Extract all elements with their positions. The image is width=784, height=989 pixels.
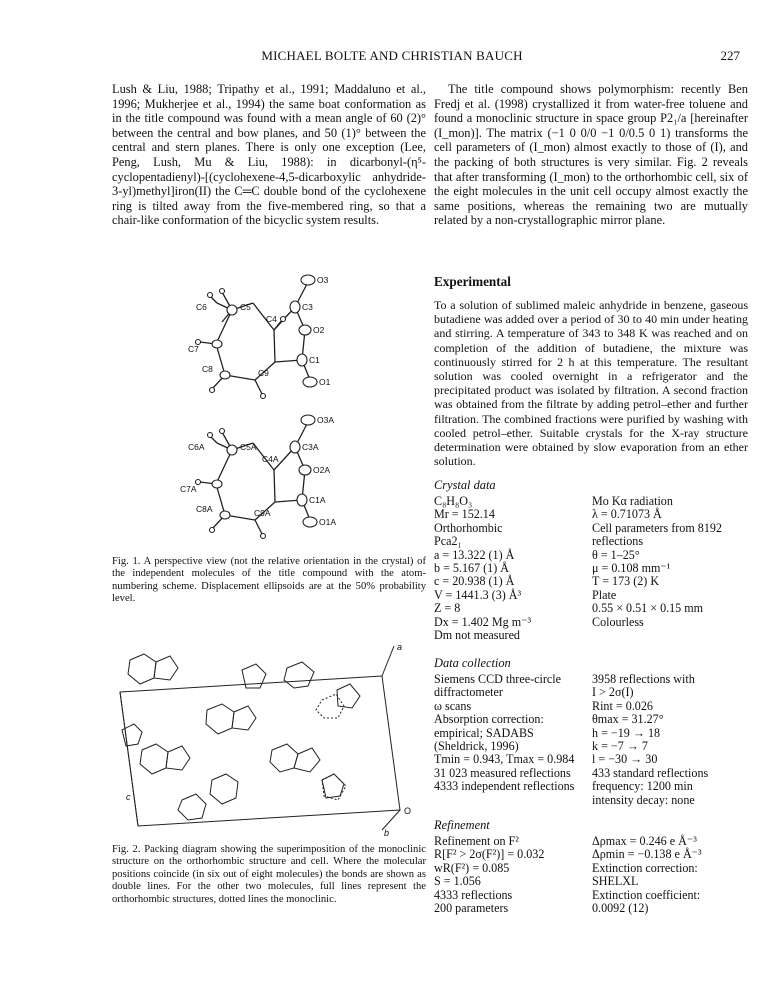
data-cell-right: h = −19 → 18 [592, 725, 661, 740]
data-cell-left: ω scans [434, 698, 472, 713]
atom-ellipsoid [220, 371, 230, 379]
data-cell-left: 31 023 measured reflections [434, 765, 571, 780]
bond [274, 330, 275, 362]
figure-1-molecular-diagram [150, 270, 380, 550]
atom-label: C6A [188, 442, 205, 452]
atom-label: C9A [254, 508, 271, 518]
data-cell-right: 433 standard reflections [592, 765, 709, 780]
atom-ellipsoid [212, 480, 222, 488]
data-cell-right: Colourless [592, 614, 644, 629]
atom-label: O3A [317, 415, 335, 425]
data-cell-right [592, 629, 748, 642]
data-row [434, 794, 748, 807]
molecule [284, 662, 314, 688]
atom-ellipsoid [303, 517, 317, 527]
data-cell-left: b = 5.167 (1) Å [434, 561, 510, 576]
molecule [294, 748, 320, 772]
data-row [434, 902, 748, 915]
data-row [434, 495, 748, 508]
atom-ellipsoid [297, 354, 307, 366]
data-cell-left: (Sheldrick, 1996) [434, 739, 519, 754]
axis-a [382, 646, 394, 676]
atom-label: O2 [313, 325, 325, 335]
data-cell-right: reflections [592, 534, 644, 549]
molecule [166, 746, 190, 770]
data-row [434, 862, 748, 875]
atom-label: C9 [258, 368, 269, 378]
data-cell-left: Z = 8 [434, 601, 461, 616]
axis-label-a: a [397, 642, 403, 652]
data-cell-left: wR(F²) = 0.085 [434, 860, 510, 875]
crystal-data-table [434, 495, 748, 642]
atom-ellipsoid [290, 441, 300, 453]
data-row [434, 549, 748, 562]
molecule [154, 656, 178, 680]
atom-ellipsoid [301, 275, 315, 285]
data-cell-left: Dm not measured [434, 628, 520, 643]
data-cell-right: T = 173 (2) K [592, 574, 660, 589]
data-cell-right: intensity decay: none [592, 792, 695, 807]
atom-label: C8A [196, 504, 213, 514]
bond [216, 450, 232, 484]
body-paragraph: The title compound shows polymorphism: recently Ben Fredj et al. (1998) crystallized it from water-free toluene and found a monoclinic structure in space group P2₁/a [hereinafter (I_mon)]. The matrix (−1 0 0/0 −1 0/0.5 0 1) transforms the cell parameters of (I_mon) almost exactly to those of (I), and the packing of both structures is very similar. Fig. 2 reveals that after transforming (I_mon) to the orthorhombic cell, six of the eight molecules in the unit cell occupy almost exactly the same positions, whereas the remaining two are mutually related by a non-crystallographic mirror plane. [434, 82, 748, 228]
data-cell-right: Rint = 0.026 [592, 698, 653, 713]
data-cell-right: I > 2σ(I) [592, 685, 634, 700]
page-number: 227 [720, 48, 740, 63]
atom-label: C7A [180, 484, 197, 494]
data-row [434, 629, 748, 642]
atom-label: C5 [240, 302, 251, 312]
atom-ellipsoid [303, 377, 317, 387]
data-row [434, 889, 748, 902]
bond [255, 520, 262, 534]
atom-label: C7 [188, 344, 199, 354]
left-column-text [112, 82, 426, 228]
atom-ellipsoid [290, 301, 300, 313]
data-cell-right: Extinction coefficient: [592, 887, 701, 902]
atom-label: C6 [196, 302, 207, 312]
data-cell-right: θmax = 31.27° [592, 712, 664, 727]
data-row [434, 673, 748, 686]
axis-label-b: b [384, 828, 390, 838]
data-row [434, 753, 748, 766]
data-cell-left: Tmin = 0.943, Tmax = 0.984 [434, 752, 575, 767]
atom-label: C8 [202, 364, 213, 374]
crystal-data-section [434, 478, 748, 642]
data-cell-left: Pca2₁ [434, 534, 462, 549]
data-row [434, 875, 748, 888]
atom-label: C3 [302, 302, 313, 312]
data-cell-left: a = 13.322 (1) Å [434, 547, 515, 562]
section-heading: Experimental [434, 274, 511, 289]
data-row [434, 535, 748, 548]
atom-ellipsoid [227, 305, 237, 315]
atom-label: C5A [240, 442, 257, 452]
data-cell-right: Extinction correction: [592, 860, 698, 875]
atom-ellipsoid [227, 445, 237, 455]
data-cell-left: V = 1441.3 (3) Å³ [434, 587, 522, 602]
atom-ellipsoid [220, 511, 230, 519]
data-cell-left: 4333 reflections [434, 887, 513, 902]
atom-label: O3 [317, 275, 329, 285]
data-cell-right: Δρmax = 0.246 e Å⁻³ [592, 834, 697, 848]
data-row [434, 575, 748, 588]
data-cell-right: 0.55 × 0.51 × 0.15 mm [592, 601, 704, 616]
refinement-table [434, 835, 748, 915]
data-cell-right: λ = 0.71073 Å [592, 507, 662, 522]
data-cell-left: 4333 independent reflections [434, 779, 575, 794]
data-cell-right: μ = 0.108 mm⁻¹ [592, 561, 671, 576]
subheading-refinement: Refinement [434, 818, 490, 832]
axis-b [382, 810, 400, 830]
data-cell-right: Mo Kα radiation [592, 494, 673, 508]
subheading-data-collection: Data collection [434, 656, 511, 670]
atom-label: C3A [302, 442, 319, 452]
data-row [434, 713, 748, 726]
data-cell-left: Orthorhombic [434, 520, 503, 535]
data-cell-right: k = −7 → 7 [592, 739, 648, 754]
data-row [434, 835, 748, 848]
data-row [434, 727, 748, 740]
atom-ellipsoid [212, 340, 222, 348]
molecule [206, 704, 234, 734]
data-row [434, 562, 748, 575]
data-cell-right: frequency: 1200 min [592, 779, 693, 794]
molecule [178, 794, 206, 820]
refinement-section [434, 818, 748, 915]
atom-label: C1 [309, 355, 320, 365]
bond [274, 470, 275, 502]
data-cell-left: Refinement on F² [434, 834, 519, 848]
data-row [434, 589, 748, 602]
data-cell-left: diffractometer [434, 685, 503, 700]
data-cell-left: Mr = 152.14 [434, 507, 495, 522]
data-collection-section [434, 656, 748, 807]
data-cell-right: Cell parameters from 8192 [592, 520, 722, 535]
atom-label: C4 [266, 314, 277, 324]
axis-label-origin: O [404, 806, 412, 816]
data-row [434, 848, 748, 861]
axis-c [120, 692, 138, 826]
data-cell-left: Absorption correction: [434, 712, 544, 727]
bond [216, 344, 225, 375]
data-row [434, 508, 748, 521]
figure-1-caption: Fig. 1. A perspective view (not the relative orientation in the crystal) of the independent molecules of the title compound with the atom-numbering scheme. Displacement ellipsoids are at the 50% probability level. [112, 556, 426, 605]
atom-label: C4A [262, 454, 279, 464]
atom-label: O1 [319, 377, 331, 387]
running-title: MICHAEL BOLTE AND CHRISTIAN BAUCH [261, 48, 523, 63]
data-cell-left: R[F² > 2σ(F²)] = 0.032 [434, 847, 545, 862]
atom-ellipsoid [297, 494, 307, 506]
molecule [210, 774, 238, 804]
atom-ellipsoid [301, 415, 315, 425]
data-collection-table [434, 673, 748, 807]
figure-2-packing-diagram [112, 640, 422, 838]
experimental-section [434, 274, 748, 468]
figure-2-caption: Fig. 2. Packing diagram showing the superimposition of the monoclinic structure on the orthorhombic structure and cell. Where the molecular positions coincide (in six out of eight molecules) the bonds are shown as double lines. For the other two molecules, full lines represent the orthorhombic structures, dotted lines the monoclinic. [112, 844, 426, 905]
data-row [434, 602, 748, 615]
atom-label: O1A [319, 517, 337, 527]
body-paragraph: Lush & Liu, 1988; Tripathy et al., 1991; Maddaluno et al., 1996; Mukherjee et al., 1994) the same boat conformation as in the title compound was found with a mean angle of 60 (2)° between the central and bow planes, and 50 (1)° between the central and stern planes. There is only one exception (Lee, Peng, Lush, Mu & Liu, 1988): in dicarbonyl-(η⁵-cyclopentadienyl)-[(cyclohexene-4,5-dicarboxylic anhydride-3-yl)methyl]iron(II) the C═C double bond of the cyclohexene ring is tilted away from the five-membered ring, so that a chair-like conformation of the bicyclic system results. [112, 82, 426, 228]
data-cell-right: 0.0092 (12) [592, 901, 649, 916]
axis-label-c: c [126, 792, 131, 802]
data-cell-left: empirical; SADABS [434, 725, 534, 740]
data-row [434, 686, 748, 699]
data-row [434, 522, 748, 535]
data-cell-left: Dx = 1.402 Mg m⁻³ [434, 614, 532, 629]
molecule [140, 744, 168, 774]
data-cell-right: 3958 reflections with [592, 672, 695, 686]
data-cell-left: C₈H₈O₃ [434, 494, 473, 508]
atom-label: C1A [309, 495, 326, 505]
data-cell-left: Siemens CCD three-circle [434, 672, 561, 686]
molecule [242, 664, 266, 688]
data-row [434, 700, 748, 713]
data-cell-right: Δρmin = −0.138 e Å⁻³ [592, 847, 702, 862]
molecule [337, 684, 360, 708]
data-row [434, 780, 748, 793]
atom-label: O2A [313, 465, 331, 475]
data-cell-left [434, 794, 592, 807]
data-row [434, 616, 748, 629]
right-column-text [434, 82, 748, 228]
data-cell-left: c = 20.938 (1) Å [434, 574, 515, 589]
data-cell-right: Plate [592, 587, 617, 602]
molecule [232, 706, 256, 730]
data-cell-left: S = 1.056 [434, 874, 481, 889]
atom-ellipsoid [299, 465, 311, 475]
bond [216, 310, 232, 344]
data-cell-right: l = −30 → 30 [592, 752, 658, 767]
subheading-crystal-data: Crystal data [434, 478, 496, 492]
bond [216, 484, 225, 515]
data-cell-right: θ = 1–25° [592, 547, 640, 562]
data-row [434, 767, 748, 780]
molecule [128, 654, 156, 684]
experimental-text: To a solution of sublimed maleic anhydride in benzene, gaseous butadiene was added over a period of 30 to 40 min under heating and stirring. A temperature of 343 to 348 K was reached and on completion of the addition of butadiene, the mixture was continuously stirred for 2 h at this temperature. The resultant solution was cooled overnight in a refrigerator and the precipitated product was isolated by filtration. A second fraction was obtained from the filtrate by adding petrol–ether and further filtration. The combined fractions were purified by washing with cooled petrol–ether. Suitable crystals for the X-ray structure determination were obtained by slow evaporation from an ether solution. [434, 298, 748, 469]
data-row [434, 740, 748, 753]
atom-ellipsoid [299, 325, 311, 335]
bond [255, 380, 262, 394]
data-cell-left: 200 parameters [434, 901, 509, 916]
page-header [0, 48, 784, 68]
data-cell-right: SHELXL [592, 874, 639, 889]
